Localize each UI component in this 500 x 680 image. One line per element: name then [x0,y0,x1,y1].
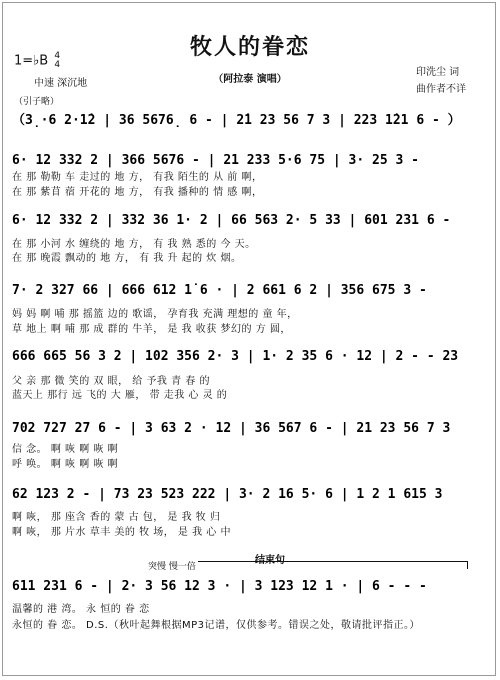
notes-text-4: 7· 2 327 66 | 666 612 1̇ 6 · | 2 661 6 2 | 356 675 3 - [12,283,427,298]
lyric-line-2a: 在 那 勒勒 车 走过的 地 方， 有我 陌生的 从 前 啊， [12,172,263,183]
lyric-line-8a: 温馨的 港 湾。 永 恒的 眷 恋 [12,604,150,615]
lyric-line-4b: 草 地上 啊 哺 那 成 群的 牛羊， 是 我 收获 梦幻的 方 圆， [12,324,291,335]
staff-notes-1 [12,108,486,132]
notes-text-7: 62 123 2 - | 73 23 523 222 | 3· 2 16 5· 6 | 1 2 1 615 3 [12,487,443,502]
lyric-line-6b: 呼 唤。 啊 咴 啊 咴 啊 [12,459,119,470]
music-system-5 [12,344,486,366]
lyricist-credit: 印洗尘 词 [416,67,460,78]
intro-label: （引子略） [14,97,60,107]
tempo-marking: 中速 深沉地 [34,78,88,89]
ending-banner: 结束句 [255,555,285,566]
lyric-line-7a: 啊 咴， 那 座含 香的 蒙 古 包， 是 我 牧 归 [12,512,221,523]
ending-tempo-mark: 突慢 慢一倍 [148,559,198,572]
key-signature [14,52,60,70]
composer-credit: 曲作者不详 [416,84,466,95]
staff-notes-7 [12,482,486,506]
staff-notes-4 [12,278,486,302]
lyric-line-6a: 信 念。 啊 咴 啊 咴 啊 [12,444,119,455]
lyric-line-3a: 在 那 小河 水 缠绕的 地 方， 有 我 熟 悉的 今 天。 [12,239,256,250]
notes-text-2: 6· 12 332 2 | 366 5676 - | 21 233 5·6 75 | 3· 25 3 - [12,153,419,168]
lyric-line-7b: 啊 咴， 那 片水 草丰 美的 牧 场， 是 我 心 中 [12,527,231,538]
staff-notes-5 [12,344,486,368]
staff-notes-8 [12,574,486,598]
singer-credit: （阿拉泰 演唱） [213,74,287,85]
music-system-2 [12,148,486,170]
music-system-1 [12,108,486,130]
notes-text-6: 702 727 27 6 - | 3 63 2 · 12 | 36 567 6 - | 21 23 56 7 3 [12,421,451,436]
lyric-line-4a: 妈 妈 啊 哺 那 摇篮 边的 歌谣， 孕育我 充满 理想的 童 年， [12,309,298,320]
lyric-line-5a: 父 亲 那 微 笑的 双 眼， 给 予我 青 春 的 [12,376,210,387]
music-system-8 [12,574,486,596]
song-title: 牧人的眷恋 [189,35,310,60]
time-signature-top: 4 [54,51,61,61]
music-system-4 [12,278,486,300]
music-system-7 [12,482,486,504]
music-system-6 [12,416,486,438]
notes-text-5: 666 665 56 3 2 | 102 356 2· 3 | 1· 2 35 6 · 12 | 2 - - 23 [12,349,459,364]
lyric-line-5b: 蓝天上 那行 远 飞的 大 雁， 带 走我 心 灵 的 [12,390,228,401]
time-signature-bottom: 4 [54,60,61,70]
lyric-line-8b: 永恒的 眷 恋。 D.S.（秋叶起舞根据MP3记谱，仅供参考。错误之处，敬请批评指正。） [12,620,420,631]
lyric-line-3b: 在 那 晚霞 飘动的 地 方， 有 我 升 起的 炊 烟。 [12,253,242,264]
music-system-3 [12,208,486,230]
notes-text-1: （3̣·6 2·1̇2 | 36 5676̣ 6 - | 2̇1 23 56 7 3 | 223 1̇21 6 - ） [12,113,461,128]
staff-notes-6 [12,416,486,440]
key-label: 1=♭B [14,53,49,69]
lyric-line-2b: 在 那 紫苜 蓿 开花的 地 方， 有我 播种的 情 感 啊， [12,187,263,198]
time-signature [54,52,60,70]
notes-text-3: 6· 12 332 2 | 332 36 1· 2 | 66 563 2· 5 33 | 601 231 6 - [12,213,451,228]
notes-text-8: 611 231 6 - | 2· 3 56 12 3 · | 3 123 12 1 · | 6 - - - [12,579,427,594]
staff-notes-3 [12,208,486,232]
